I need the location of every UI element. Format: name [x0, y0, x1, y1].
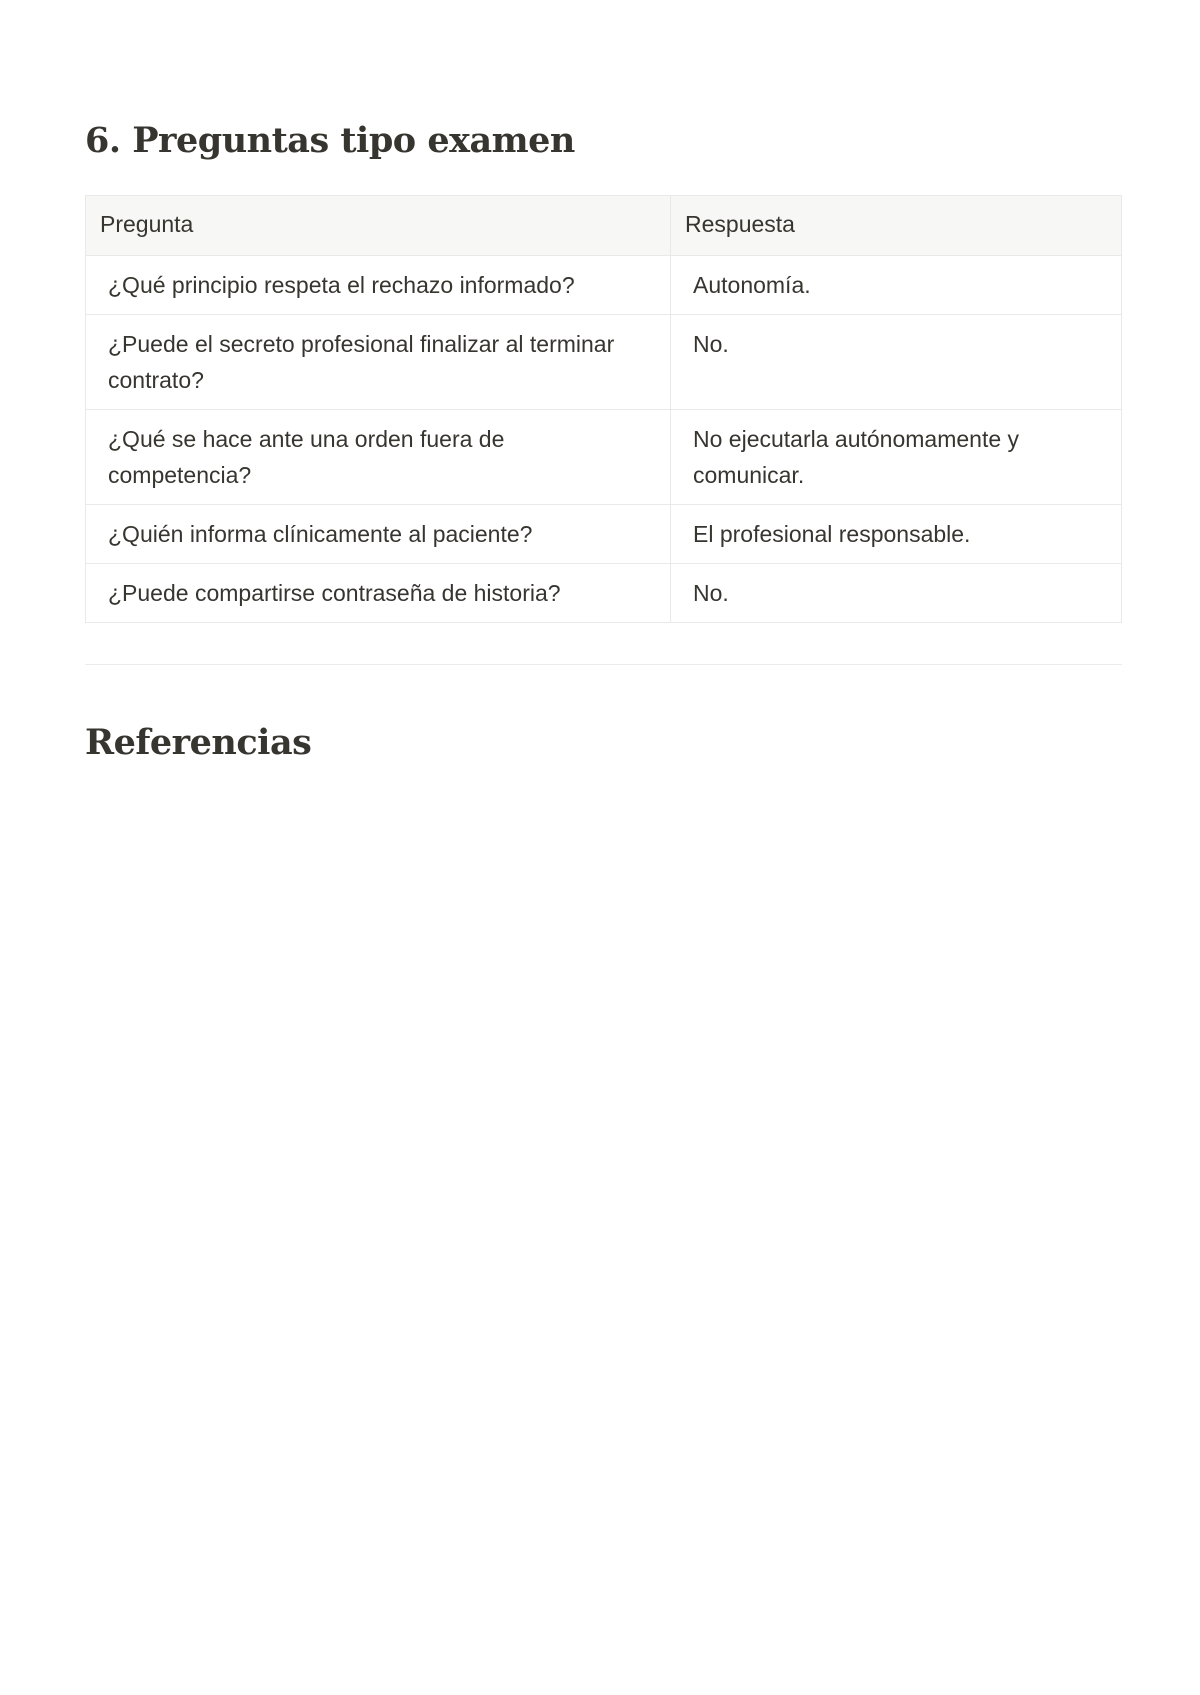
table-header-row [86, 196, 1122, 256]
question-cell: ¿Qué principio respeta el rechazo informado? [86, 256, 671, 315]
question-cell: ¿Puede compartirse contraseña de historia? [86, 564, 671, 623]
answer-cell: El profesional responsable. [671, 505, 1122, 564]
answer-cell: No. [671, 315, 1122, 410]
section-title: 6. Preguntas tipo examen [85, 120, 575, 161]
table-row [86, 410, 1122, 505]
answer-cell: No. [671, 564, 1122, 623]
header-answer: Respuesta [671, 196, 1122, 256]
table-row [86, 315, 1122, 410]
references-title: Referencias [85, 722, 312, 763]
answer-cell: Autonomía. [671, 256, 1122, 315]
header-question: Pregunta [86, 196, 671, 256]
answer-cell: No ejecutarla autónomamente y comunicar. [671, 410, 1122, 505]
question-cell: ¿Puede el secreto profesional finalizar al terminar contrato? [86, 315, 671, 410]
question-cell: ¿Qué se hace ante una orden fuera de competencia? [86, 410, 671, 505]
table-row [86, 564, 1122, 623]
table-row [86, 505, 1122, 564]
table-row [86, 256, 1122, 315]
question-cell: ¿Quién informa clínicamente al paciente? [86, 505, 671, 564]
section-divider [85, 664, 1122, 665]
exam-questions-table [85, 195, 1122, 623]
